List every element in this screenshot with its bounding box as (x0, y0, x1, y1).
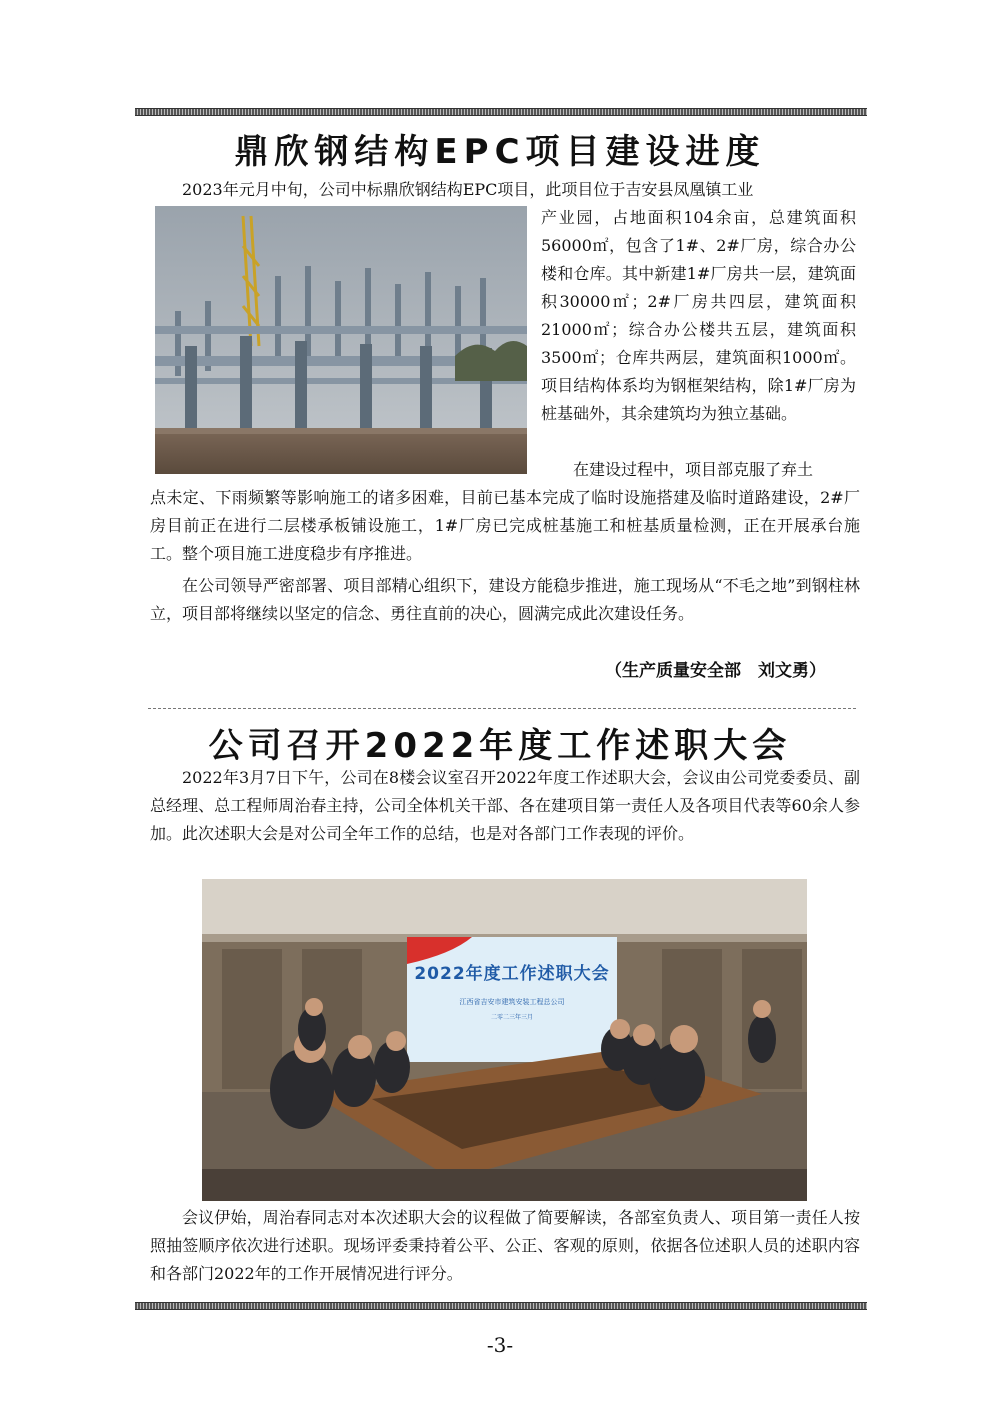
article2-para1: 2022年3月7日下午，公司在8楼会议室召开2022年度工作述职大会，会议由公司党委委员、副总经理、总工程师周治春主持，公司全体机关干部、各在建项目第一责任人及各项目代表等60余人参加。此次述职大会是对公司全年工作的总结，也是对各部门工作表现的评价。 (150, 768, 860, 843)
screen-title: 2022年度工作述职大会 (414, 964, 610, 984)
screen-date: 二零二三年三月 (490, 1014, 533, 1021)
article2-title: 公司召开2022年度工作述职大会 (208, 726, 792, 766)
article1-para3: 在公司领导严密部署、项目部精心组织下，建设方能稳步推进，施工现场从“不毛之地”到钢柱林立，项目部将继续以坚定的信念、勇往直前的决心，圆满完成此次建设任务。 (150, 576, 860, 623)
article1-para2-continued: 点未定、下雨频繁等影响施工的诸多困难，目前已基本完成了临时设施搭建及临时道路建设，2#厂房目前正在进行二层楼承板铺设施工，1#厂房已完成桩基施工和桩基质量检测，正在开展承台施工。整个项目施工进度稳步有序推进。 (150, 488, 860, 563)
screen-company: 江西省吉安市建筑安装工程总公司 (459, 998, 565, 1006)
meeting-photo (202, 879, 807, 1201)
article1-para2-first-line: 在建设过程中，项目部克服了弃土 (573, 460, 814, 479)
page-number: -3- (486, 1333, 514, 1357)
bottom-divider (135, 1302, 867, 1310)
article1-title: 鼎欣钢结构EPC项目建设进度 (234, 132, 766, 172)
steel-structure-photo (155, 206, 527, 474)
section-divider (148, 708, 856, 709)
article1-byline: （生产质量安全部 刘文勇） (605, 661, 826, 681)
article1-para1-wrapped: 产业园，占地面积104余亩，总建筑面积56000㎡，包含了1#、2#厂房，综合办公楼和仓库。其中新建1#厂房共一层，建筑面积30000㎡；2#厂房共四层，建筑面积21000㎡；综合办公楼共五层，建筑面积3500㎡；仓库共两层，建筑面积1000㎡。项目结构体系均为钢框架结构，除1#厂房为桩基础外，其余建筑均为独立基础。 (541, 208, 856, 423)
top-divider (135, 108, 867, 116)
article2-para2: 会议伊始，周治春同志对本次述职大会的议程做了简要解读，各部室负责人、项目第一责任人按照抽签顺序依次进行述职。现场评委秉持着公平、公正、客观的原则，依据各位述职人员的述职内容和各部门2022年的工作开展情况进行评分。 (150, 1208, 860, 1283)
article1-para1-first-line: 2023年元月中旬，公司中标鼎欣钢结构EPC项目，此项目位于吉安县凤凰镇工业 (182, 180, 754, 199)
